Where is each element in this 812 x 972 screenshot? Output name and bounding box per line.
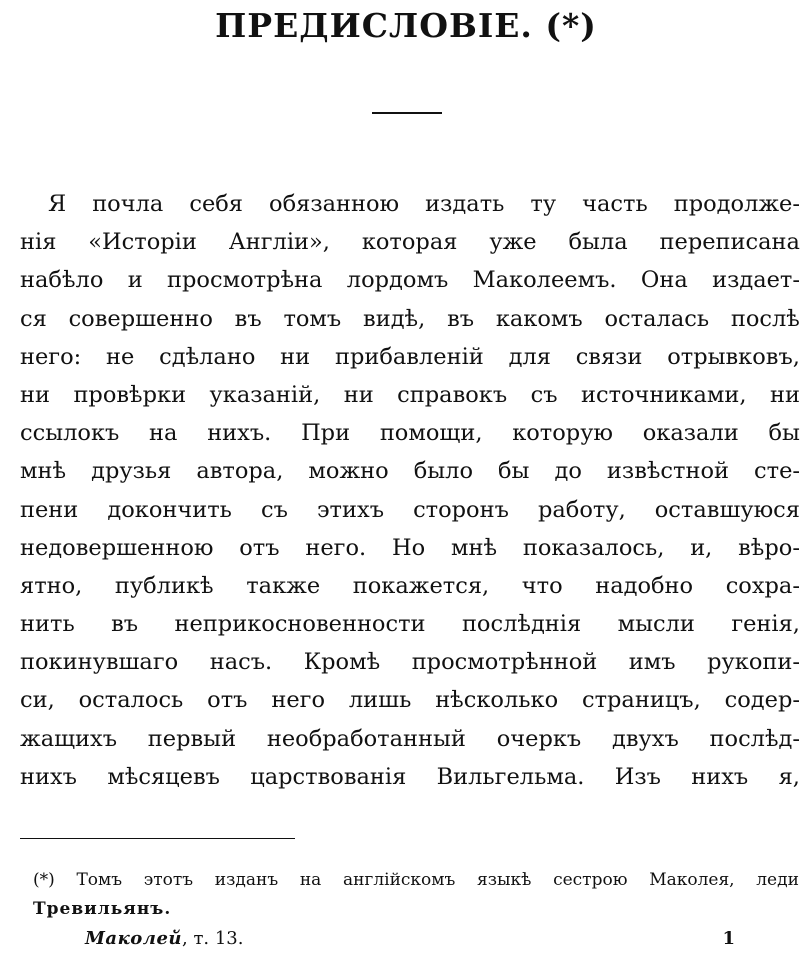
word: бы xyxy=(768,420,800,447)
word: необработанный xyxy=(266,725,466,752)
word: Вильгельма. xyxy=(436,763,585,790)
word: осталось xyxy=(78,687,184,714)
word: ни xyxy=(770,381,800,408)
word: какомъ xyxy=(495,305,583,332)
word: мнѣ xyxy=(20,458,67,485)
word: очеркъ xyxy=(496,725,582,752)
word: (*) xyxy=(33,870,55,890)
text-line xyxy=(20,758,800,796)
word: была xyxy=(568,229,628,256)
word: также xyxy=(246,572,321,599)
word: прибавленій xyxy=(334,343,484,370)
word: пени xyxy=(20,496,79,523)
word: ся xyxy=(20,305,47,332)
word: продолже- xyxy=(673,191,800,217)
word: на xyxy=(299,870,322,890)
text-line xyxy=(20,300,800,338)
word: царствованія xyxy=(250,763,407,790)
word: неприкосновенности xyxy=(174,611,426,638)
word: уже xyxy=(489,229,537,256)
word: съ xyxy=(530,381,558,408)
word: Изъ xyxy=(614,763,661,790)
word: сестрою xyxy=(553,870,628,890)
word: сохра- xyxy=(725,572,800,599)
word: провѣрки xyxy=(73,381,187,408)
word: указаній, xyxy=(209,381,321,408)
word: до xyxy=(554,458,582,485)
word: покажется, xyxy=(352,572,490,599)
word: языкѣ xyxy=(477,870,532,890)
word: можно xyxy=(308,458,389,485)
word: недовершенною xyxy=(20,534,214,561)
text-line xyxy=(20,452,800,490)
word: почла xyxy=(92,191,164,217)
word: нихъ xyxy=(691,763,749,790)
word: нѣсколько xyxy=(435,687,559,714)
word: леди xyxy=(756,870,799,890)
word: я, xyxy=(778,763,800,790)
word: переписана xyxy=(659,229,800,256)
word: мѣсяцевъ xyxy=(107,763,220,790)
word: «Исторіи xyxy=(88,229,197,256)
word: него xyxy=(271,687,325,714)
word: рукопи- xyxy=(707,649,800,676)
word: изданъ xyxy=(214,870,279,890)
text-line xyxy=(20,414,800,452)
word: автора, xyxy=(196,458,284,485)
word: которая xyxy=(361,229,458,256)
word: первый xyxy=(147,725,237,752)
text-line xyxy=(20,567,800,605)
word: оставшуюся xyxy=(654,496,800,523)
word: послѣ xyxy=(730,305,800,332)
word: имъ xyxy=(628,649,676,676)
title-divider xyxy=(372,112,442,114)
word: него: xyxy=(20,343,82,370)
word: мысли xyxy=(617,611,695,638)
word: послѣд- xyxy=(709,725,800,752)
word: сте- xyxy=(754,458,800,485)
word: Но xyxy=(391,534,426,561)
word: ссылокъ xyxy=(20,420,120,447)
footnote-line xyxy=(33,866,799,895)
word: нія xyxy=(20,229,57,256)
word: ни xyxy=(343,381,374,408)
text-line xyxy=(20,681,800,719)
word: томъ xyxy=(283,305,342,332)
word: жащихъ xyxy=(20,725,118,752)
text-line xyxy=(20,529,800,567)
word: было xyxy=(413,458,473,485)
word: сторонъ xyxy=(413,496,509,523)
word: источниками, xyxy=(580,381,747,408)
page-title: ПРЕДИСЛОВІЕ. (*) xyxy=(215,6,597,45)
word: покинувшаго xyxy=(20,649,179,676)
word: докончить xyxy=(107,496,232,523)
word: бы xyxy=(498,458,530,485)
word: на xyxy=(149,420,178,447)
word: друзья xyxy=(91,458,172,485)
text-line xyxy=(20,376,800,414)
word: въ xyxy=(234,305,262,332)
word: набѣло xyxy=(20,267,104,294)
word: оказали xyxy=(642,420,739,447)
word: справокъ xyxy=(397,381,508,408)
word: работу, xyxy=(537,496,626,523)
word: отрывковъ, xyxy=(667,343,800,370)
word: лордомъ xyxy=(346,267,449,294)
word: нихъ xyxy=(20,763,77,790)
text-line xyxy=(20,261,800,299)
word: вѣро- xyxy=(738,534,800,561)
word: помощи, xyxy=(379,420,483,447)
word: издать xyxy=(425,191,505,217)
word: си, xyxy=(20,687,55,714)
word: него. xyxy=(305,534,367,561)
word: ту xyxy=(530,191,557,217)
text-line xyxy=(20,338,800,376)
word: связи xyxy=(575,343,643,370)
word: Томъ xyxy=(76,870,123,890)
word: нихъ. xyxy=(207,420,272,447)
word: Кромѣ xyxy=(303,649,381,676)
word: въ xyxy=(111,611,139,638)
word: извѣстной xyxy=(606,458,730,485)
word: ни xyxy=(20,381,50,408)
word: и, xyxy=(690,534,713,561)
text-line xyxy=(20,185,800,223)
word: мнѣ xyxy=(450,534,498,561)
word: При xyxy=(301,420,351,447)
word: содер- xyxy=(724,687,800,714)
word: издает- xyxy=(712,267,800,294)
word: нить xyxy=(20,611,75,638)
text-line xyxy=(20,643,800,681)
word: лишь xyxy=(348,687,412,714)
word: страницъ, xyxy=(581,687,701,714)
word: Я xyxy=(48,191,67,217)
word: двухъ xyxy=(612,725,679,752)
text-line xyxy=(20,223,800,261)
word: себя xyxy=(189,191,244,217)
word: этотъ xyxy=(143,870,194,890)
running-footer xyxy=(85,928,243,949)
word: надобно xyxy=(595,572,694,599)
footnote-line: Тревильянъ. xyxy=(33,899,172,919)
word: и xyxy=(127,267,143,294)
text-line xyxy=(20,491,800,529)
page-footer xyxy=(85,928,735,949)
footer-author: Маколей xyxy=(85,928,182,949)
word: осталась xyxy=(604,305,710,332)
word: просмотрѣнной xyxy=(411,649,598,676)
word: для xyxy=(508,343,551,370)
word: часть xyxy=(582,191,648,217)
word: публикѣ xyxy=(114,572,214,599)
word: послѣднія xyxy=(461,611,582,638)
word: просмотрѣна xyxy=(167,267,323,294)
footnote xyxy=(33,866,799,924)
word: ни xyxy=(280,343,311,370)
word: показалось, xyxy=(522,534,665,561)
word: англійскомъ xyxy=(342,870,456,890)
footnote-divider xyxy=(20,838,295,839)
word: Англіи», xyxy=(228,229,330,256)
word: совершенно xyxy=(68,305,213,332)
word: что xyxy=(521,572,563,599)
word: въ xyxy=(447,305,475,332)
page-number: 1 xyxy=(722,928,735,949)
word: Маколеемъ. xyxy=(472,267,617,294)
text-line xyxy=(20,605,800,643)
word: видѣ, xyxy=(363,305,426,332)
word: ятно, xyxy=(20,572,83,599)
word: съ xyxy=(260,496,288,523)
word: Она xyxy=(640,267,688,294)
word: насъ. xyxy=(209,649,273,676)
word: сдѣлано xyxy=(159,343,256,370)
preface-body xyxy=(20,185,800,796)
word: Маколея, xyxy=(649,870,735,890)
word: не xyxy=(106,343,135,370)
text-line xyxy=(20,720,800,758)
footer-volume: , т. 13. xyxy=(182,928,244,949)
word: обязанною xyxy=(269,191,400,217)
word: отъ xyxy=(207,687,248,714)
word: этихъ xyxy=(316,496,385,523)
word: которую xyxy=(512,420,614,447)
word: отъ xyxy=(239,534,280,561)
word: генія, xyxy=(731,611,800,638)
